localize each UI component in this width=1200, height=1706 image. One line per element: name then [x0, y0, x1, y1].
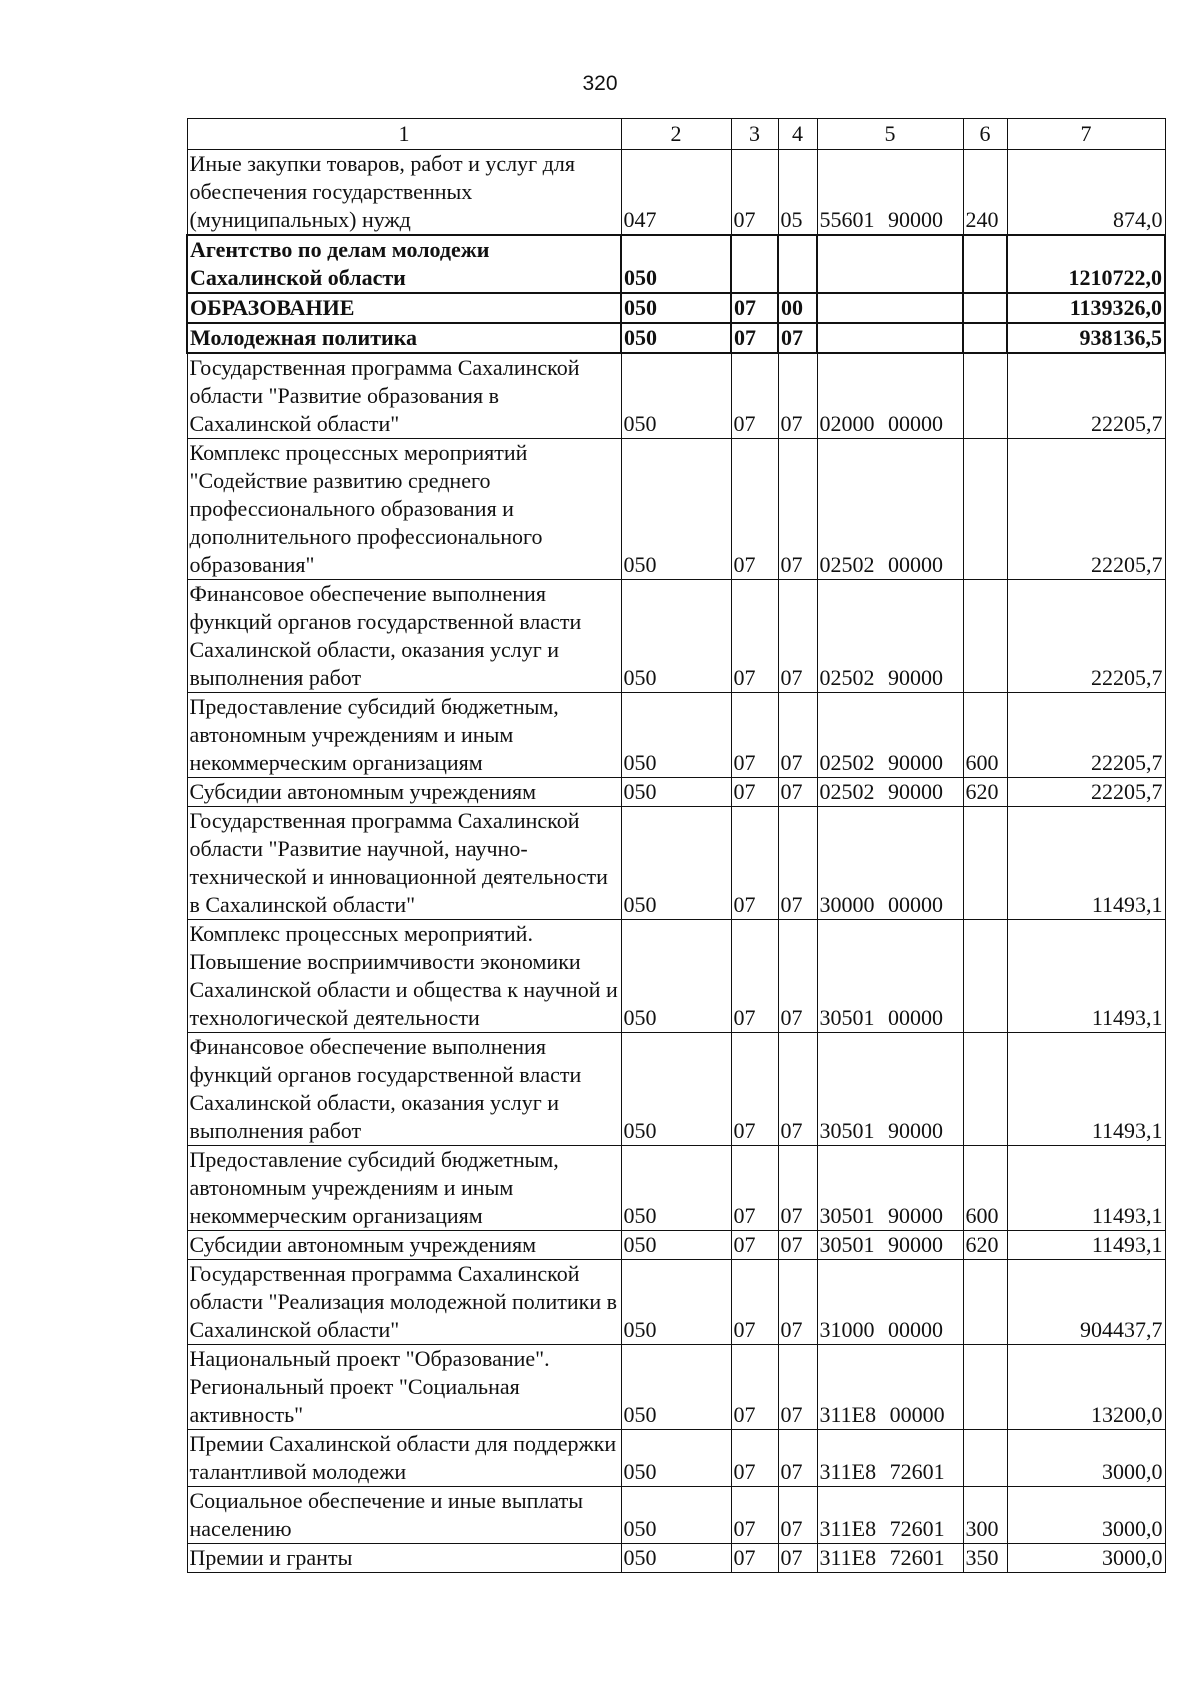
admin-code-cell: 050 [621, 323, 731, 353]
column-header: 5 [817, 119, 963, 150]
table-row [187, 439, 1165, 580]
admin-code-cell: 050 [621, 1260, 731, 1345]
section-code-cell: 07 [731, 1430, 778, 1487]
section-code-cell: 07 [731, 693, 778, 778]
amount-cell: 22205,7 [1007, 778, 1165, 807]
amount-cell: 3000,0 [1007, 1430, 1165, 1487]
table-row [187, 920, 1165, 1033]
section-code-cell: 07 [731, 778, 778, 807]
expense-type-cell [963, 439, 1007, 580]
amount-cell: 11493,1 [1007, 1231, 1165, 1260]
target-article-cell: 02000 00000 [817, 353, 963, 439]
table-row [187, 1260, 1165, 1345]
column-header: 1 [187, 119, 621, 150]
subsection-code-cell: 07 [778, 807, 817, 920]
amount-cell: 22205,7 [1007, 693, 1165, 778]
table-row [187, 778, 1165, 807]
admin-code-cell: 050 [621, 353, 731, 439]
subsection-code-cell: 07 [778, 778, 817, 807]
table-row [187, 1430, 1165, 1487]
row-name-cell: Субсидии автономным учреждениям [187, 778, 621, 807]
table-row [187, 1544, 1165, 1573]
section-code-cell: 07 [731, 1146, 778, 1231]
expense-type-cell: 620 [963, 778, 1007, 807]
admin-code-cell: 047 [621, 150, 731, 236]
admin-code-cell: 050 [621, 807, 731, 920]
row-name-cell: Финансовое обеспечение выполнения функций органов государственной власти Сахалинской области, оказания услуг и выполнения работ [187, 580, 621, 693]
expense-type-cell [963, 323, 1007, 353]
expense-type-cell [963, 580, 1007, 693]
row-name-cell: Комплекс процессных мероприятий "Содействие развитию среднего профессионального образования и дополнительного профессионального образования" [187, 439, 621, 580]
target-article-cell: 311E8 72601 [817, 1487, 963, 1544]
table-body [187, 150, 1165, 1573]
target-article-cell: 30000 00000 [817, 807, 963, 920]
row-name-cell: Премии Сахалинской области для поддержки талантливой молодежи [187, 1430, 621, 1487]
expense-type-cell [963, 1033, 1007, 1146]
expense-type-cell: 600 [963, 693, 1007, 778]
section-code-cell: 07 [731, 439, 778, 580]
section-code-cell: 07 [731, 323, 778, 353]
subsection-code-cell [778, 235, 817, 293]
subsection-code-cell: 00 [778, 293, 817, 323]
table-row [187, 293, 1165, 323]
amount-cell: 3000,0 [1007, 1487, 1165, 1544]
table-row [187, 353, 1165, 439]
section-code-cell: 07 [731, 1231, 778, 1260]
admin-code-cell: 050 [621, 580, 731, 693]
admin-code-cell: 050 [621, 1033, 731, 1146]
target-article-cell: 02502 00000 [817, 439, 963, 580]
admin-code-cell: 050 [621, 778, 731, 807]
subsection-code-cell: 07 [778, 580, 817, 693]
table-row [187, 807, 1165, 920]
row-name-cell: ОБРАЗОВАНИЕ [187, 293, 621, 323]
amount-cell: 22205,7 [1007, 580, 1165, 693]
admin-code-cell: 050 [621, 1487, 731, 1544]
section-code-cell: 07 [731, 1033, 778, 1146]
amount-cell: 22205,7 [1007, 439, 1165, 580]
row-name-cell: Государственная программа Сахалинской области "Развитие научной, научно-технической и инновационной деятельности в Сахалинской области" [187, 807, 621, 920]
table-row [187, 323, 1165, 353]
subsection-code-cell: 07 [778, 1430, 817, 1487]
amount-cell: 3000,0 [1007, 1544, 1165, 1573]
subsection-code-cell: 07 [778, 323, 817, 353]
subsection-code-cell: 07 [778, 1487, 817, 1544]
subsection-code-cell: 07 [778, 353, 817, 439]
table-row [187, 1487, 1165, 1544]
row-name-cell: Иные закупки товаров, работ и услуг для обеспечения государственных (муниципальных) нужд [187, 150, 621, 236]
section-code-cell: 07 [731, 807, 778, 920]
subsection-code-cell: 07 [778, 1345, 817, 1430]
section-code-cell: 07 [731, 1345, 778, 1430]
target-article-cell [817, 323, 963, 353]
expense-type-cell [963, 1430, 1007, 1487]
section-code-cell [731, 235, 778, 293]
section-code-cell: 07 [731, 353, 778, 439]
expense-type-cell [963, 807, 1007, 920]
target-article-cell: 30501 00000 [817, 920, 963, 1033]
row-name-cell: Национальный проект "Образование". Региональный проект "Социальная активность" [187, 1345, 621, 1430]
admin-code-cell: 050 [621, 235, 731, 293]
expense-type-cell [963, 353, 1007, 439]
admin-code-cell: 050 [621, 1544, 731, 1573]
expense-type-cell: 300 [963, 1487, 1007, 1544]
target-article-cell: 02502 90000 [817, 693, 963, 778]
subsection-code-cell: 07 [778, 1146, 817, 1231]
expense-type-cell [963, 1260, 1007, 1345]
subsection-code-cell: 07 [778, 439, 817, 580]
subsection-code-cell: 07 [778, 920, 817, 1033]
target-article-cell [817, 293, 963, 323]
admin-code-cell: 050 [621, 439, 731, 580]
amount-cell: 11493,1 [1007, 807, 1165, 920]
row-name-cell: Субсидии автономным учреждениям [187, 1231, 621, 1260]
target-article-cell: 02502 90000 [817, 778, 963, 807]
table-header-row [187, 119, 1165, 150]
subsection-code-cell: 05 [778, 150, 817, 236]
amount-cell: 1210722,0 [1007, 235, 1165, 293]
table-row [187, 1345, 1165, 1430]
target-article-cell: 30501 90000 [817, 1033, 963, 1146]
admin-code-cell: 050 [621, 1345, 731, 1430]
section-code-cell: 07 [731, 1487, 778, 1544]
expense-type-cell [963, 920, 1007, 1033]
row-name-cell: Государственная программа Сахалинской области "Развитие образования в Сахалинской области" [187, 353, 621, 439]
expense-type-cell [963, 293, 1007, 323]
expense-type-cell: 240 [963, 150, 1007, 236]
amount-cell: 874,0 [1007, 150, 1165, 236]
budget-table [186, 118, 1166, 1573]
target-article-cell: 311E8 72601 [817, 1430, 963, 1487]
column-header: 6 [963, 119, 1007, 150]
expense-type-cell: 620 [963, 1231, 1007, 1260]
target-article-cell: 31000 00000 [817, 1260, 963, 1345]
column-header: 3 [731, 119, 778, 150]
row-name-cell: Молодежная политика [187, 323, 621, 353]
admin-code-cell: 050 [621, 920, 731, 1033]
column-header: 4 [778, 119, 817, 150]
admin-code-cell: 050 [621, 293, 731, 323]
target-article-cell: 311E8 00000 [817, 1345, 963, 1430]
amount-cell: 11493,1 [1007, 920, 1165, 1033]
table-row [187, 150, 1165, 236]
table-row [187, 1231, 1165, 1260]
subsection-code-cell: 07 [778, 1260, 817, 1345]
amount-cell: 11493,1 [1007, 1146, 1165, 1231]
admin-code-cell: 050 [621, 1430, 731, 1487]
admin-code-cell: 050 [621, 693, 731, 778]
target-article-cell: 55601 90000 [817, 150, 963, 236]
row-name-cell: Агентство по делам молодежи Сахалинской области [187, 235, 621, 293]
section-code-cell: 07 [731, 1544, 778, 1573]
expense-type-cell [963, 1345, 1007, 1430]
target-article-cell [817, 235, 963, 293]
amount-cell: 13200,0 [1007, 1345, 1165, 1430]
table-row [187, 1146, 1165, 1231]
table-row [187, 580, 1165, 693]
subsection-code-cell: 07 [778, 1544, 817, 1573]
section-code-cell: 07 [731, 1260, 778, 1345]
expense-type-cell [963, 235, 1007, 293]
subsection-code-cell: 07 [778, 1033, 817, 1146]
row-name-cell: Предоставление субсидий бюджетным, автономным учреждениям и иным некоммерческим организациям [187, 1146, 621, 1231]
row-name-cell: Комплекс процессных мероприятий. Повышение восприимчивости экономики Сахалинской области и общества к научной и технологической деятельности [187, 920, 621, 1033]
amount-cell: 938136,5 [1007, 323, 1165, 353]
target-article-cell: 30501 90000 [817, 1231, 963, 1260]
table-row [187, 1033, 1165, 1146]
table-row [187, 693, 1165, 778]
subsection-code-cell: 07 [778, 693, 817, 778]
amount-cell: 904437,7 [1007, 1260, 1165, 1345]
column-header: 2 [621, 119, 731, 150]
amount-cell: 22205,7 [1007, 353, 1165, 439]
target-article-cell: 311E8 72601 [817, 1544, 963, 1573]
admin-code-cell: 050 [621, 1146, 731, 1231]
row-name-cell: Предоставление субсидий бюджетным, автономным учреждениям и иным некоммерческим организациям [187, 693, 621, 778]
section-code-cell: 07 [731, 293, 778, 323]
target-article-cell: 02502 90000 [817, 580, 963, 693]
column-header: 7 [1007, 119, 1165, 150]
table-row [187, 235, 1165, 293]
row-name-cell: Премии и гранты [187, 1544, 621, 1573]
expense-type-cell: 600 [963, 1146, 1007, 1231]
amount-cell: 11493,1 [1007, 1033, 1165, 1146]
row-name-cell: Финансовое обеспечение выполнения функций органов государственной власти Сахалинской области, оказания услуг и выполнения работ [187, 1033, 621, 1146]
amount-cell: 1139326,0 [1007, 293, 1165, 323]
row-name-cell: Государственная программа Сахалинской области "Реализация молодежной политики в Сахалинской области" [187, 1260, 621, 1345]
expense-type-cell: 350 [963, 1544, 1007, 1573]
section-code-cell: 07 [731, 920, 778, 1033]
target-article-cell: 30501 90000 [817, 1146, 963, 1231]
row-name-cell: Социальное обеспечение и иные выплаты населению [187, 1487, 621, 1544]
section-code-cell: 07 [731, 580, 778, 693]
subsection-code-cell: 07 [778, 1231, 817, 1260]
page-number: 320 [582, 72, 618, 95]
section-code-cell: 07 [731, 150, 778, 236]
admin-code-cell: 050 [621, 1231, 731, 1260]
